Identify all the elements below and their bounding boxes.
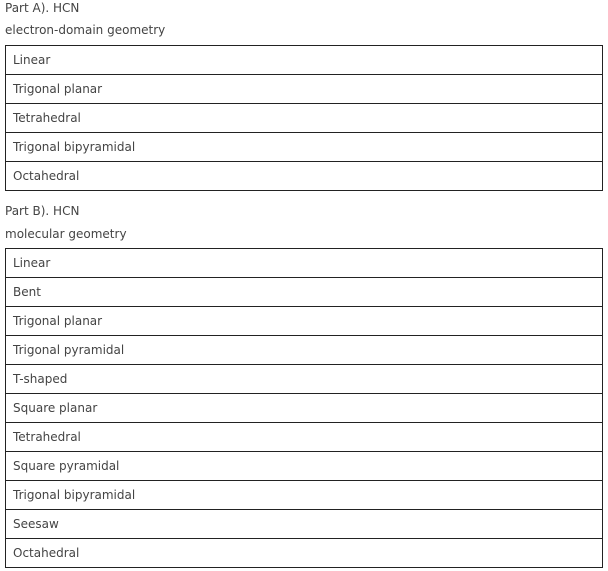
part-a-option-trigonal-bipyramidal[interactable]: Trigonal bipyramidal bbox=[6, 132, 602, 161]
part-a-title: Part A). HCN bbox=[5, 1, 80, 15]
part-a-option-tetrahedral[interactable]: Tetrahedral bbox=[6, 103, 602, 132]
part-b-option-linear[interactable]: Linear bbox=[6, 249, 602, 277]
part-b-option-square-pyramidal[interactable]: Square pyramidal bbox=[6, 451, 602, 480]
part-b-option-tetrahedral[interactable]: Tetrahedral bbox=[6, 422, 602, 451]
part-a-options-list bbox=[5, 45, 603, 191]
part-b-option-trigonal-pyramidal[interactable]: Trigonal pyramidal bbox=[6, 335, 602, 364]
part-b-subtitle: molecular geometry bbox=[5, 227, 127, 241]
part-b-option-octahedral[interactable]: Octahedral bbox=[6, 538, 602, 567]
part-b-options-list bbox=[5, 248, 603, 568]
part-b-title: Part B). HCN bbox=[5, 204, 80, 218]
part-b-option-trigonal-bipyramidal[interactable]: Trigonal bipyramidal bbox=[6, 480, 602, 509]
part-b-option-bent[interactable]: Bent bbox=[6, 277, 602, 306]
part-a-option-octahedral[interactable]: Octahedral bbox=[6, 161, 602, 190]
part-b-option-square-planar[interactable]: Square planar bbox=[6, 393, 602, 422]
part-a-option-linear[interactable]: Linear bbox=[6, 46, 602, 74]
part-b-option-t-shaped[interactable]: T-shaped bbox=[6, 364, 602, 393]
part-b-option-seesaw[interactable]: Seesaw bbox=[6, 509, 602, 538]
part-a-subtitle: electron-domain geometry bbox=[5, 23, 166, 37]
part-a-option-trigonal-planar[interactable]: Trigonal planar bbox=[6, 74, 602, 103]
part-b-option-trigonal-planar[interactable]: Trigonal planar bbox=[6, 306, 602, 335]
